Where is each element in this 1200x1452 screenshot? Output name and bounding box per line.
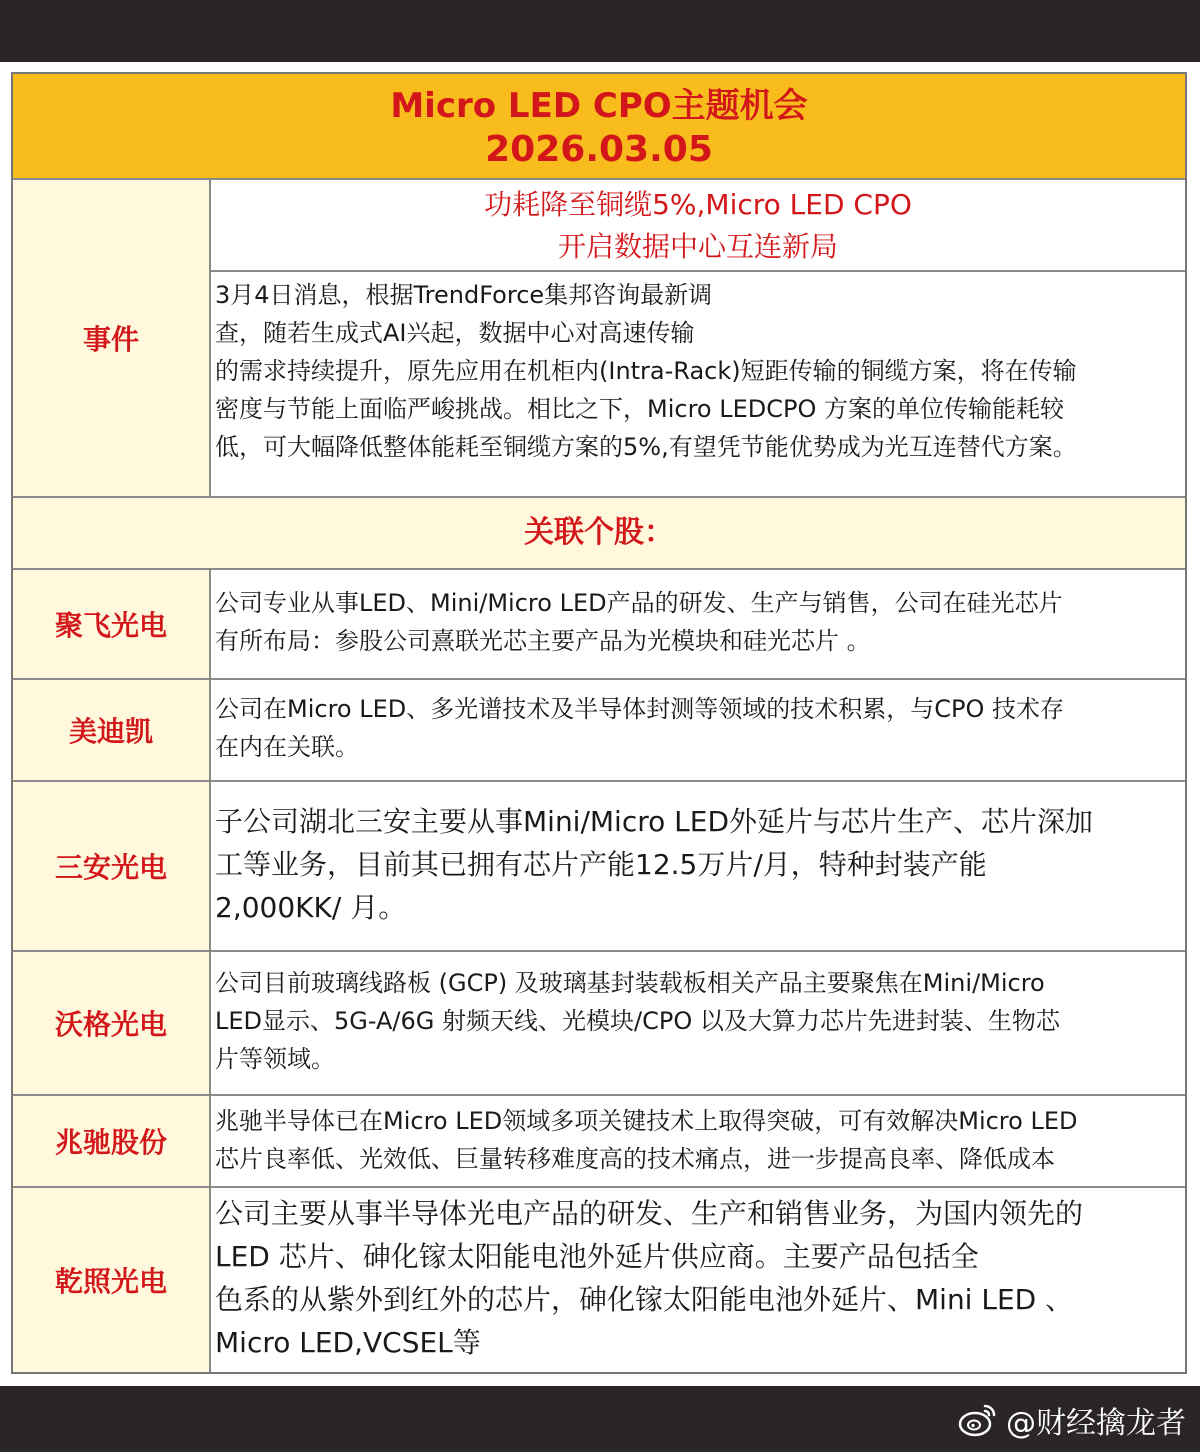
- stock-name: 兆驰股份: [13, 1096, 211, 1186]
- stock-description: [211, 1188, 1185, 1372]
- event-text-line: 查，随若生成式AI兴起，数据中心对高速传输: [215, 319, 695, 347]
- event-row: [13, 178, 1185, 496]
- headline-line: 功耗降至铜缆5%,Micro LED CPO: [484, 188, 912, 221]
- stock-description: [211, 952, 1185, 1094]
- stock-row: [13, 568, 1185, 678]
- stock-text-line: LED 芯片、砷化镓太阳能电池外延片供应商。主要产品包括全: [215, 1240, 979, 1273]
- event-text-line: 密度与节能上面临严峻挑战。相比之下，Micro LEDCPO 方案的单位传输能耗较: [215, 395, 1064, 423]
- stock-text-line: LED显示、5G-A/6G 射频天线、光模块/CPO 以及大算力芯片先进封装、生物芯: [215, 1007, 1060, 1035]
- stock-row: [13, 780, 1185, 950]
- stock-row: [13, 950, 1185, 1094]
- stock-row: [13, 1186, 1185, 1372]
- stock-text-line: 色系的从紫外到红外的芯片，砷化镓太阳能电池外延片、Mini LED 、: [215, 1283, 1074, 1316]
- stock-text-line: 公司在Micro LED、多光谱技术及半导体封测等领域的技术积累，与CPO 技术存: [215, 695, 1064, 723]
- stock-description: [211, 570, 1185, 678]
- stock-text-line: 兆驰半导体已在Micro LED领域多项关键技术上取得突破，可有效解决Micro LED: [215, 1107, 1078, 1135]
- stock-text-line: 2,000KK/ 月。: [215, 891, 407, 924]
- stock-text-line: 公司主要从事半导体光电产品的研发、生产和销售业务，为国内领先的: [215, 1197, 1084, 1230]
- title-line: Micro LED CPO主题机会: [390, 86, 808, 126]
- stock-text-line: 工等业务，目前其已拥有芯片产能12.5万片/月，特种封装产能: [215, 848, 987, 881]
- stock-text-line: 片等领域。: [215, 1045, 335, 1073]
- watermark: [958, 1398, 1186, 1442]
- table-title: [13, 74, 1185, 178]
- weibo-icon: [958, 1400, 998, 1440]
- stock-description: [211, 680, 1185, 780]
- watermark-text: @财经擒龙者: [1006, 1406, 1186, 1441]
- event-text-line: 的需求持续提升，原先应用在机柜内(Intra-Rack)短距传输的铜缆方案，将在传输: [215, 357, 1077, 385]
- stock-row: [13, 1094, 1185, 1186]
- event-body: [211, 272, 1185, 496]
- headline-line: 开启数据中心互连新局: [557, 230, 838, 263]
- event-label: 事件: [13, 180, 211, 496]
- stock-text-line: 公司专业从事LED、Mini/Micro LED产品的研发、生产与销售，公司在硅光芯片: [215, 589, 1063, 617]
- stock-text-line: 芯片良率低、光效低、巨量转移难度高的技术痛点，进一步提高良率、降低成本: [215, 1145, 1055, 1173]
- related-heading: 关联个股：: [13, 496, 1185, 568]
- stock-name: 沃格光电: [13, 952, 211, 1094]
- stock-name: 乾照光电: [13, 1188, 211, 1372]
- event-text-line: 3月4日消息，根据TrendForce集邦咨询最新调: [215, 281, 713, 309]
- stock-name: 聚飞光电: [13, 570, 211, 678]
- stock-text-line: Micro LED,VCSEL等: [215, 1326, 481, 1359]
- title-date: 2026.03.05: [485, 129, 713, 170]
- stock-name: 美迪凯: [13, 680, 211, 780]
- stock-text-line: 有所布局：参股公司熹联光芯主要产品为光模块和硅光芯片 。: [215, 627, 871, 655]
- stock-text-line: 在内在关联。: [215, 733, 359, 761]
- stock-row: [13, 678, 1185, 780]
- stock-description: [211, 1096, 1185, 1186]
- stock-description: [211, 782, 1185, 950]
- event-headline: [211, 180, 1185, 272]
- document-sheet: [0, 62, 1200, 1386]
- event-text-line: 低，可大幅降低整体能耗至铜缆方案的5%,有望凭节能优势成为光互连替代方案。: [215, 433, 1077, 461]
- stock-text-line: 子公司湖北三安主要从事Mini/Micro LED外延片与芯片生产、芯片深加: [215, 805, 1094, 838]
- theme-table: [11, 72, 1187, 1374]
- stock-text-line: 公司目前玻璃线路板 (GCP) 及玻璃基封装载板相关产品主要聚焦在Mini/Micro: [215, 969, 1045, 997]
- stock-name: 三安光电: [13, 782, 211, 950]
